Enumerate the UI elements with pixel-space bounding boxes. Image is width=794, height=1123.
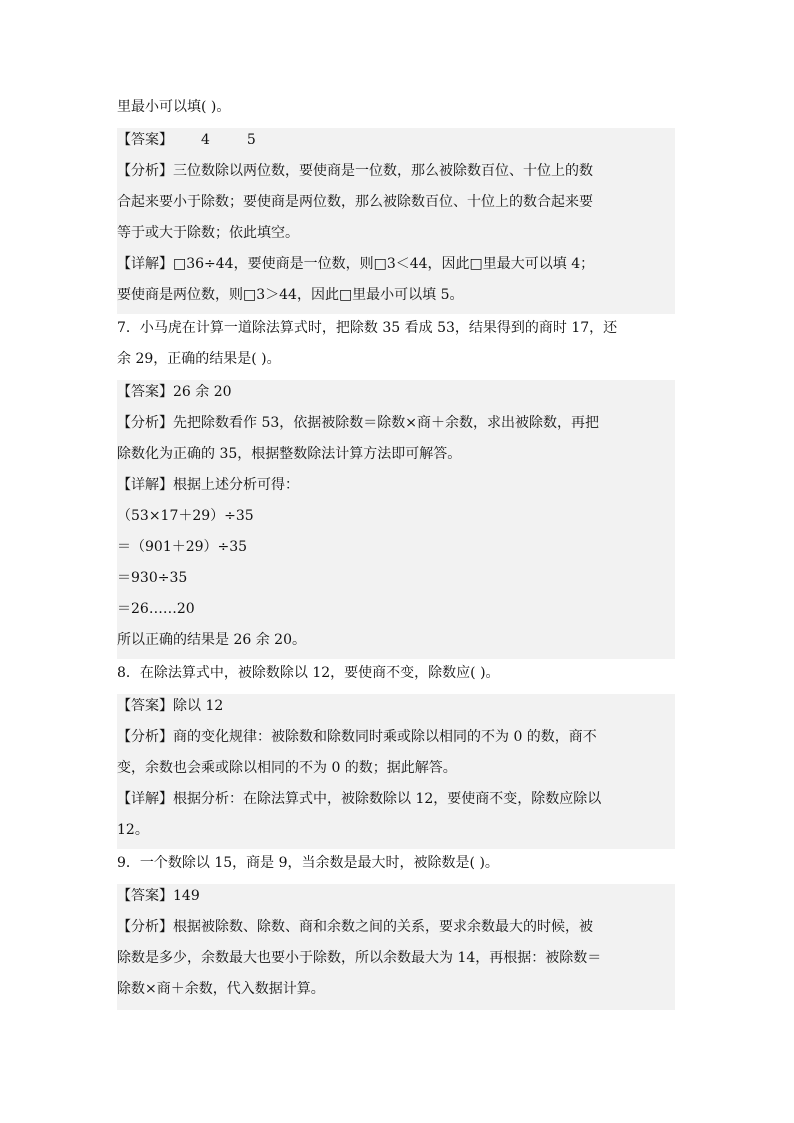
text: 除数是多少，余数最大也要小于除数，所以余数最大为 14，再根据：被除数＝ xyxy=(117,950,602,966)
text: 除数化为正确的 35，根据整数除法计算方法即可解答。 xyxy=(117,446,462,462)
analysis-line xyxy=(117,413,675,444)
text: 余 29，正确的结果是( )。 xyxy=(117,351,281,367)
answer-label: 【答案】 xyxy=(117,132,173,148)
answer-line xyxy=(117,694,675,727)
answer-block-6 xyxy=(117,128,675,314)
answer-block-9 xyxy=(117,884,675,1010)
text: 【详解】□36÷44，要使商是一位数，则□3＜44，因此□里最大可以填 4； xyxy=(117,256,595,272)
calc-line xyxy=(117,506,675,537)
detail-line xyxy=(117,630,675,659)
question-8-line xyxy=(117,659,675,694)
text: ＝930÷35 xyxy=(117,570,188,586)
text: 【分析】三位数除以两位数，要使商是一位数，那么被除数百位、十位上的数 xyxy=(117,163,593,179)
answer-line xyxy=(117,128,675,161)
text: 【分析】先把除数看作 53，依据被除数＝除数×商＋余数，求出被除数，再把 xyxy=(117,415,599,431)
calc-line xyxy=(117,599,675,630)
calc-line xyxy=(117,537,675,568)
analysis-line xyxy=(117,192,675,223)
text: 【分析】商的变化规律：被除数和除数同时乘或除以相同的不为 0 的数，商不 xyxy=(117,729,597,745)
detail-line xyxy=(117,789,675,820)
text: 【详解】根据上述分析可得： xyxy=(117,477,299,493)
detail-line xyxy=(117,820,675,849)
calc-line xyxy=(117,568,675,599)
text: 8．在除法算式中，被除数除以 12，要使商不变，除数应( )。 xyxy=(117,665,500,681)
analysis-line xyxy=(117,758,675,789)
analysis-line xyxy=(117,948,675,979)
text: 除数×商＋余数，代入数据计算。 xyxy=(117,981,325,997)
analysis-line xyxy=(117,444,675,475)
text: 9．一个数除以 15，商是 9，当余数是最大时，被除数是( )。 xyxy=(117,855,499,871)
answer-block-7 xyxy=(117,380,675,659)
analysis-line xyxy=(117,727,675,758)
detail-line xyxy=(117,254,675,285)
analysis-line xyxy=(117,223,675,254)
text: （53×17＋29）÷35 xyxy=(117,508,254,524)
text: 【答案】除以 12 xyxy=(117,698,224,714)
answer-block-8 xyxy=(117,694,675,849)
text: 要使商是两位数，则□3＞44，因此□里最小可以填 5。 xyxy=(117,287,464,303)
text: 里最小可以填( )。 xyxy=(117,99,231,115)
text: 等于或大于除数；依此填空。 xyxy=(117,225,299,241)
analysis-line xyxy=(117,917,675,948)
text: 【答案】26 余 20 xyxy=(117,384,232,400)
text: 【分析】根据被除数、除数、商和余数之间的关系，要求余数最大的时候，被 xyxy=(117,919,593,935)
question-9-line xyxy=(117,849,675,884)
answer-line xyxy=(117,884,675,917)
text: 【详解】根据分析：在除法算式中，被除数除以 12，要使商不变，除数应除以 xyxy=(117,791,602,807)
detail-line xyxy=(117,285,675,314)
question-7-line xyxy=(117,314,675,349)
text: 所以正确的结果是 26 余 20。 xyxy=(117,632,306,648)
text: 7．小马虎在计算一道除法算式时，把除数 35 看成 53，结果得到的商时 17，还 xyxy=(117,320,618,336)
question-7-line xyxy=(117,349,675,380)
text: 【答案】149 xyxy=(117,888,200,904)
answer-line xyxy=(117,380,675,413)
analysis-line xyxy=(117,979,675,1010)
analysis-line xyxy=(117,161,675,192)
text: 12。 xyxy=(117,822,149,838)
answer-value: 4 xyxy=(201,132,210,148)
answer-value: 5 xyxy=(246,132,256,148)
detail-line xyxy=(117,475,675,506)
text: ＝（901＋29）÷35 xyxy=(117,539,248,555)
text: 合起来要小于除数；要使商是两位数，那么被除数百位、十位上的数合起来要 xyxy=(117,194,593,210)
text: ＝26……20 xyxy=(117,601,195,617)
text-line xyxy=(117,97,675,128)
document-page xyxy=(117,97,675,1010)
text: 变，余数也会乘或除以相同的不为 0 的数；据此解答。 xyxy=(117,760,457,776)
